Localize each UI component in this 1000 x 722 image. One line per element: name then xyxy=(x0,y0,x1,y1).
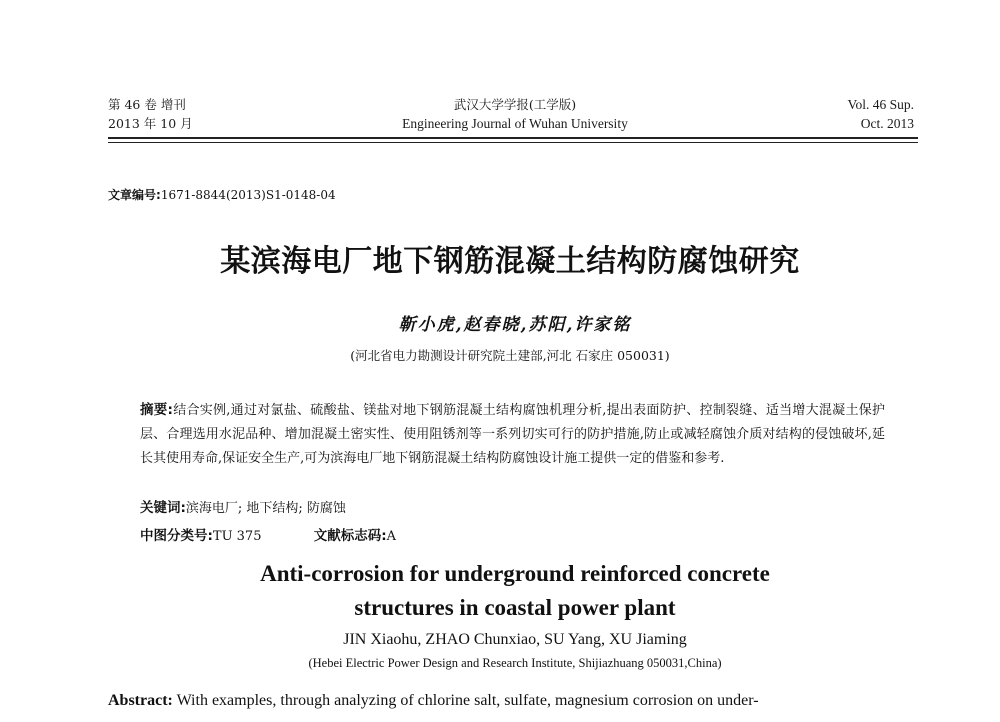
abstract-cn-label: 摘要: xyxy=(140,402,173,418)
doc-code-label: 文献标志码: xyxy=(313,528,387,544)
abstract-en-text: With examples, through analyzing of chlorine salt, sulfate, magnesium corrosion on under- xyxy=(176,692,759,709)
abstract-en xyxy=(108,692,918,710)
classification-line xyxy=(140,524,396,544)
authors-en: JIN Xiaohu, ZHAO Chunxiao, SU Yang, XU Jiaming xyxy=(343,631,687,648)
paper-title-en-line1: Anti-corrosion for underground reinforced concrete xyxy=(260,561,770,586)
authors-cn: 靳小虎,赵春晓,苏阳,许家铭 xyxy=(398,315,632,335)
date-en: Oct. 2013 xyxy=(860,116,914,131)
abstract-en-label: Abstract: xyxy=(108,692,173,709)
header-rule-thin xyxy=(108,142,918,143)
article-number xyxy=(108,186,336,203)
abstract-cn xyxy=(140,398,885,471)
article-number-label: 文章编号: xyxy=(108,188,161,202)
abstract-cn-text: 结合实例,通过对氯盐、硫酸盐、镁盐对地下钢筋混凝土结构腐蚀机理分析,提出表面防护、控制裂缝、适当增大混凝土保护层、合理选用水泥品种、增加混凝土密实性、使用阻锈剂等一系列切实可行的防护措施,防止或减轻腐蚀介质对结构的侵蚀破坏,延长其使用寿命,保证安全生产,可为滨海电厂地下钢筋混凝土结构防腐蚀设计施工提供一定的借鉴和参考. xyxy=(140,403,885,466)
volume-issue: 第 46 卷 增刊 xyxy=(108,97,186,112)
publication-date: 2013 年 10 月 xyxy=(108,116,193,131)
keywords xyxy=(140,496,346,516)
clc-label: 中图分类号: xyxy=(140,528,213,544)
header-rule-thick xyxy=(108,137,918,139)
clc-value: TU 375 xyxy=(212,529,262,544)
affiliation-en: (Hebei Electric Power Design and Research Institute, Shijiazhuang 050031,China) xyxy=(308,656,722,670)
paper-title-en-line2: structures in coastal power plant xyxy=(354,595,676,620)
paper-title-cn: 某滨海电厂地下钢筋混凝土结构防腐蚀研究 xyxy=(220,244,800,279)
volume-en: Vol. 46 Sup. xyxy=(847,97,914,112)
keywords-label: 关键词: xyxy=(140,500,186,516)
article-number-value: 1671-8844(2013)S1-0148-04 xyxy=(160,188,336,202)
journal-name-en: Engineering Journal of Wuhan University xyxy=(402,116,628,131)
doc-code-value: A xyxy=(386,529,397,544)
journal-name-cn: 武汉大学学报(工学版) xyxy=(453,97,577,112)
keywords-text: 滨海电厂; 地下结构; 防腐蚀 xyxy=(185,501,346,516)
affiliation-cn: (河北省电力勘测设计研究院土建部,河北 石家庄 050031) xyxy=(350,348,670,363)
